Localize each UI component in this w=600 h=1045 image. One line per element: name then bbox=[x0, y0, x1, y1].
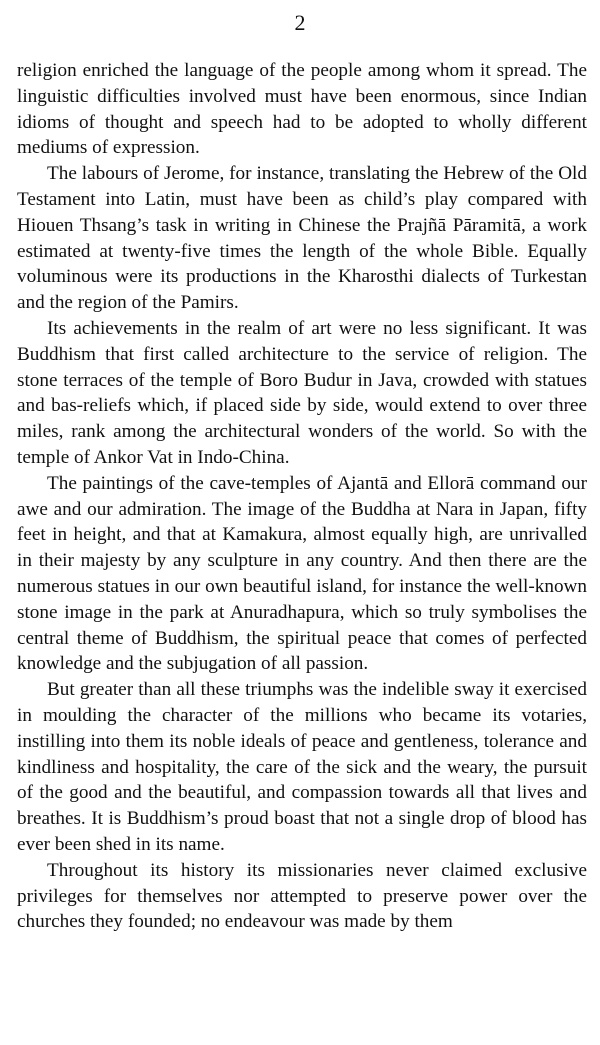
paragraph-5: But greater than all these triumphs was the indelible sway it exercised in moulding the character of the millions who became its votaries, instilling into them its noble ideals of peace and gentleness, tolerance and kindliness and hospitality, the care of the sick and the weary, the pursuit of the good and the beautiful, and compassion towards all that lives and breathes. It is Buddhism’s proud boast that not a single drop of blood has ever been shed in its name. bbox=[17, 679, 587, 855]
paragraph-6: Throughout its history its missionaries never claimed exclusive privileges for themselves nor attempted to preserve power over the churches they founded; no endeavour was made by them bbox=[17, 859, 587, 933]
paragraph-4: The paintings of the cave-temples of Ajantā and Ellorā command our awe and our admiration. The image of the Buddha at Nara in Japan, fifty feet in height, and that at Kamakura, almost equally high, are unrivalled in their majesty by any sculpture in any country. And then there are the numerous statues in our own beautiful island, for instance the well-known stone image in the park at Anuradhapura, which so truly symbolises the central theme of Buddhism, the spiritual peace that comes of perfected knowledge and the subjugation of all passion. bbox=[17, 472, 587, 675]
paragraph-1: religion enriched the language of the people among whom it spread. The linguistic difficulties involved must have been enormous, since Indian idioms of thought and speech had to be adopted to wholly different mediums of expression. bbox=[17, 60, 587, 159]
paragraph-2: The labours of Jerome, for instance, translating the Hebrew of the Old Testament into Latin, must have been as child’s play compared with Hiouen Thsang’s task in writing in Chinese the Prajñā Pāramitā, a work estimated at twenty-five times the length of the whole Bible. Equally voluminous were its productions in the Kharosthi dialects of Turkestan and the region of the Pamirs. bbox=[17, 163, 587, 314]
body-text bbox=[17, 58, 587, 935]
paragraph-3: Its achievements in the realm of art were no less significant. It was Buddhism that first called architecture to the service of religion. The stone terraces of the temple of Boro Budur in Java, crowded with statues and bas-reliefs which, if placed side by side, would extend to over three miles, rank among the architectural wonders of the world. So with the temple of Ankor Vat in Indo-China. bbox=[17, 317, 587, 468]
page-number: 2 bbox=[294, 10, 306, 35]
